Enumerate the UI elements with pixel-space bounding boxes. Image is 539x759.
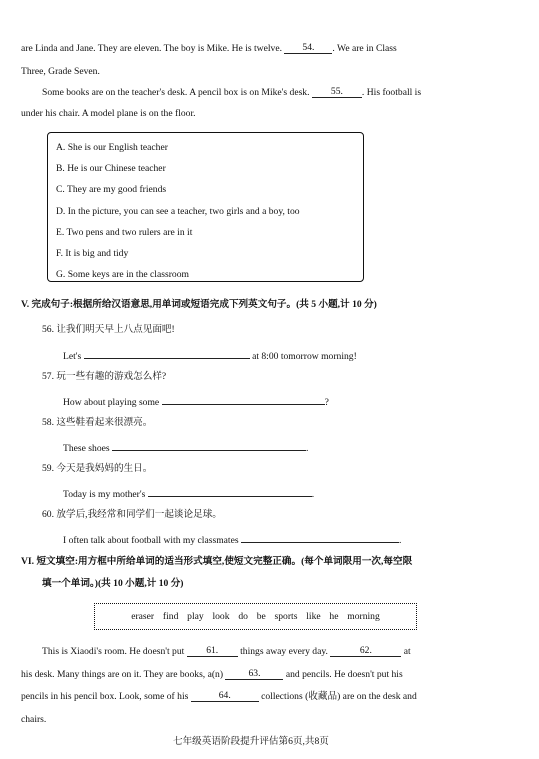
- q60-blank: [241, 533, 399, 543]
- word-do: do: [238, 611, 248, 622]
- q57-sentence: How about playing some ?: [63, 397, 329, 408]
- q59-blank: [148, 487, 312, 497]
- q56-sentence: Let's at 8:00 tomorrow morning!: [63, 351, 357, 362]
- blank-61: 61.: [187, 647, 238, 657]
- blank-63: 63.: [225, 670, 283, 680]
- word-like: like: [306, 611, 321, 622]
- blank-54: 54.: [284, 44, 332, 54]
- page-footer: 七年级英语阶段提升评估第6页,共8页: [173, 736, 329, 747]
- passage-line-1: are Linda and Jane. They are eleven. The boy is Mike. He is twelve. 54. . We are in Class: [21, 42, 397, 54]
- q57-blank: [162, 395, 325, 405]
- q58-sentence: These shoes .: [63, 443, 309, 454]
- blank-55: 55.: [312, 88, 362, 98]
- option-g: G. Some keys are in the classroom: [56, 269, 189, 280]
- word-find: find: [162, 611, 179, 622]
- word-morning: morning: [347, 611, 380, 622]
- word-eraser: eraser: [131, 611, 155, 622]
- word-look: look: [212, 611, 230, 622]
- q60-sentence: I often talk about football with my classmates .: [63, 535, 402, 546]
- word-bank: [95, 612, 416, 622]
- word-play: play: [187, 611, 204, 622]
- option-a: A. She is our English teacher: [56, 142, 168, 153]
- q60-chinese: 60. 放学后,我经常和同学们一起谈论足球。: [42, 509, 222, 520]
- q58-blank: [112, 441, 306, 451]
- passage-line-4: under his chair. A model plane is on the floor.: [21, 108, 196, 119]
- passage2-line-1: This is Xiaodi's room. He doesn't put 61. things away every day. 62. at: [42, 645, 411, 657]
- option-f: F. It is big and tidy: [56, 248, 129, 259]
- q56-blank: [84, 349, 250, 359]
- passage2-line-2: his desk. Many things are on it. They are books, a(n) 63. and pencils. He doesn't put his: [21, 668, 403, 680]
- option-e: E. Two pens and two rulers are in it: [56, 227, 193, 238]
- passage-line-2: Three, Grade Seven.: [21, 66, 100, 77]
- q57-chinese: 57. 玩一些有趣的游戏怎么样?: [42, 371, 167, 382]
- blank-64: 64.: [191, 692, 259, 702]
- word-he: he: [329, 611, 339, 622]
- section-6-heading-line-2: 填一个单词。)(共 10 小题,计 10 分): [42, 578, 184, 589]
- passage2-line-4: chairs.: [21, 714, 47, 725]
- q56-chinese: 56. 让我们明天早上八点见面吧!: [42, 324, 175, 335]
- q59-chinese: 59. 今天是我妈妈的生日。: [42, 463, 153, 474]
- q58-chinese: 58. 这些鞋看起来很漂亮。: [42, 417, 153, 428]
- word-be: be: [256, 611, 266, 622]
- word-sports: sports: [274, 611, 298, 622]
- blank-62: 62.: [330, 647, 401, 657]
- section-6-heading-line-1: VI. 短文填空:用方框中所给单词的适当形式填空,使短文完整正确。(每个单词限用一次,每空限: [21, 556, 413, 567]
- word-bank-box: [94, 603, 417, 630]
- options-box: [47, 132, 364, 282]
- section-5-heading: V. 完成句子:根据所给汉语意思,用单词或短语完成下列英文句子。(共 5 小题,计 10 分): [21, 299, 377, 310]
- passage2-line-3: pencils in his pencil box. Look, some of his 64. collections (收藏品) are on the desk and: [21, 690, 417, 702]
- passage-line-3: Some books are on the teacher's desk. A pencil box is on Mike's desk. 55. . His football is: [42, 86, 422, 98]
- q59-sentence: Today is my mother's .: [63, 489, 315, 500]
- option-b: B. He is our Chinese teacher: [56, 163, 166, 174]
- option-d: D. In the picture, you can see a teacher, two girls and a boy, too: [56, 206, 300, 217]
- option-c: C. They are my good friends: [56, 184, 167, 195]
